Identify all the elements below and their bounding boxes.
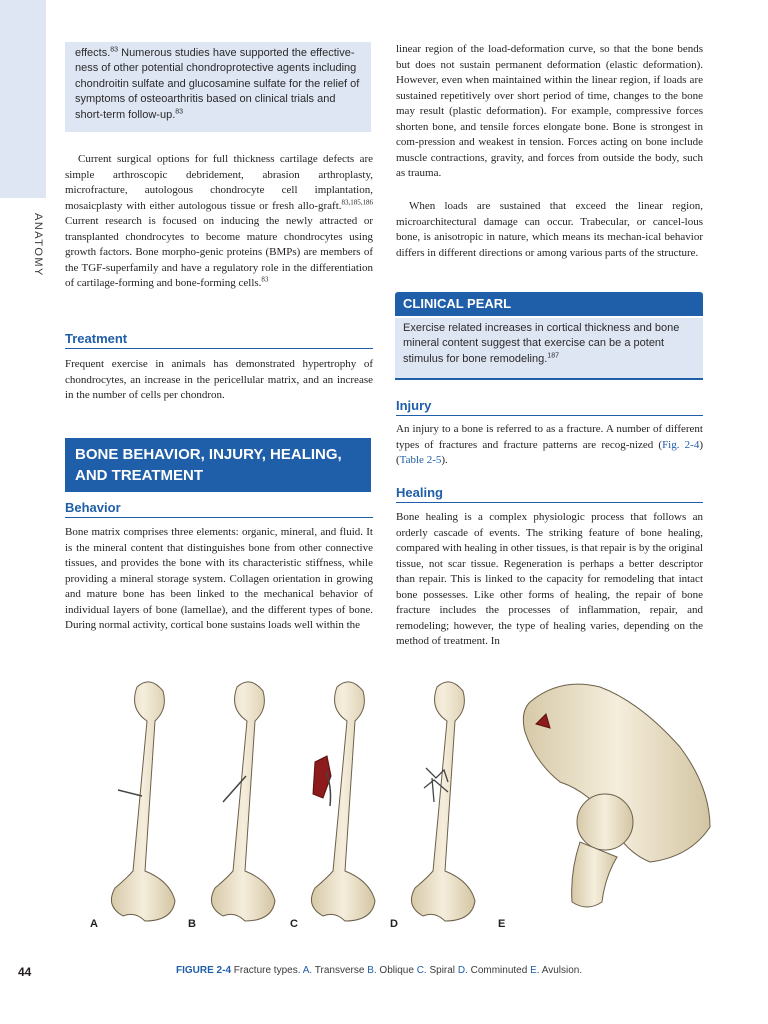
callout-text-2: Numerous studies have supported the effective-ness of other potential chondroprotective agents including chondroitin sulfate and glucosamine sulfate for the relief of symptoms of osteoarthritis based on clinical trials and short-term follow-up. [75, 47, 360, 121]
callout-box [65, 42, 371, 132]
behavior-paragraph: Bone matrix comprises three elements: organic, mineral, and fluid. It is the mineral content that distinguishes bone from other connective tissues, and provides the bone with its characteristic stiffness, while providing a mineral storage system. Collagen orientation in growing and mature bone has been linked to the mechanical behavior of individual layers of bone (lamellae), and the different types of bone. During normal activity, cortical bone sustains loads well within the [65, 526, 373, 631]
figure-label-e: E [498, 918, 506, 930]
bone-spiral [311, 682, 375, 921]
figure-label-a: A [90, 918, 98, 930]
citation: 83 [175, 107, 184, 115]
clinical-pearl-text: Exercise related increases in cortical thickness and bone mineral content suggest that exercise can be a potent stimulus for bone remodeling. [403, 322, 680, 365]
caption-item: Avulsion. [539, 965, 583, 976]
section-title: BONE BEHAVIOR, INJURY, HEALING, AND TREATMENT [65, 438, 371, 492]
chapter-side-label: ANATOMY [32, 213, 44, 277]
citation: 83 [110, 46, 119, 54]
figure-label-d: D [390, 918, 398, 930]
bone-comminuted [411, 682, 475, 921]
injury-text-c: ). [441, 454, 448, 466]
figure-label-c: C [290, 918, 298, 930]
fracture-illustration [60, 672, 760, 952]
caption-letter: D. [457, 965, 468, 976]
figure-label-b: B [188, 918, 196, 930]
injury-text-a: An injury to a bone is referred to as a fracture. A number of different types of fractures and fracture patterns are recog-nized ( [396, 423, 703, 451]
fracture-figure [60, 672, 760, 952]
surgical-text-2: Current research is focused on inducing the newly attracted or transplanted chondrocytes to become mature chondrocytes using growth factors. Bone morpho-genic proteins (BMPs) are members of the TGF-superfamily and have a regulatory role in the differentiation of cartilage-forming and bone-forming cells. [65, 215, 373, 289]
healing-heading: Healing [396, 485, 703, 503]
caption-item: Comminuted [467, 965, 531, 976]
surgical-paragraph [65, 152, 373, 292]
healing-paragraph: Bone healing is a complex physiologic process that follows an orderly cascade of events. The striking feature of bone healing, compared with healing in other tissues, is that repair is by the original tissue, not scar tissue. Regeneration is perhaps a better descriptor than repair. This is linked to the capacity for remodeling that intact bone possesses. Like other forms of healing, the repair of bone fracture includes the processes of inflammation, repair, and remodeling; however, the type of healing varies, depending on the method of treatment. In [396, 511, 704, 647]
damage-text: When loads are sustained that exceed the linear region, microarchitectural damage can occur. Trabecular, or cancel-lous bone, is anisotropic in nature, which means its mechan-ical behavior differs in different directions or among various parts of the structure. [396, 200, 703, 259]
caption-item: Spiral [426, 965, 458, 976]
surgical-text-1: Current surgical options for full thickness cartilage defects are simple arthroscopic debridement, abrasion arthroplasty, microfracture, autologous chondrocyte cell implantation, mosaicplasty with either autologous tissue or fresh allo-graft. [65, 153, 373, 212]
figure-number: FIGURE 2-4 [176, 965, 232, 976]
clinical-pearl-heading: CLINICAL PEARL [395, 292, 703, 316]
caption-letter: E. [530, 965, 540, 976]
injury-text-b: ) ( [396, 438, 703, 466]
page-number: 44 [18, 965, 32, 979]
table-link[interactable]: Table 2-5 [399, 454, 442, 466]
treatment-heading: Treatment [65, 331, 373, 349]
bone-oblique [211, 682, 275, 921]
callout-text-1: effects. [75, 47, 111, 59]
load-paragraph: linear region of the load-deformation curve, so that the bone bends but does not sustain permanent deformation (elastic deformation). However, even when maintained within the linear region, if loads are sustained repetitively over short period of time, changes to the bone may result (plastic deformation). For example, compressive forces shorten bone, and tensile forces elongate bone. Bone is strongest in com-pression and weakest in tension. Forces acting on bone include muscle contractions, gravity, and forces from outside the body, such as trauma. [396, 43, 703, 179]
caption-item: Transverse [312, 965, 368, 976]
figure-caption [176, 965, 736, 976]
damage-paragraph [396, 199, 703, 261]
behavior-heading: Behavior [65, 500, 373, 518]
citation: 83,185,186 [341, 197, 373, 206]
caption-letter: C. [416, 965, 427, 976]
caption-letter: B. [367, 965, 377, 976]
bone-transverse [111, 682, 175, 921]
injury-heading: Injury [396, 398, 703, 416]
citation: 187 [547, 352, 559, 360]
citation: 83 [261, 275, 269, 284]
chapter-side-tab [0, 0, 46, 198]
caption-letter: A. [302, 965, 313, 976]
figure-link[interactable]: Fig. 2-4 [662, 438, 700, 451]
caption-title: Fracture types. [231, 965, 303, 976]
clinical-pearl-box [395, 318, 703, 380]
caption-item: Oblique [376, 965, 417, 976]
treatment-paragraph: Frequent exercise in animals has demonstrated hypertrophy of chondrocytes, an increase in the pericellular matrix, and an increase in the number of cells per chondron. [65, 358, 373, 401]
pelvis-avulsion [523, 684, 710, 907]
injury-paragraph [396, 422, 703, 469]
